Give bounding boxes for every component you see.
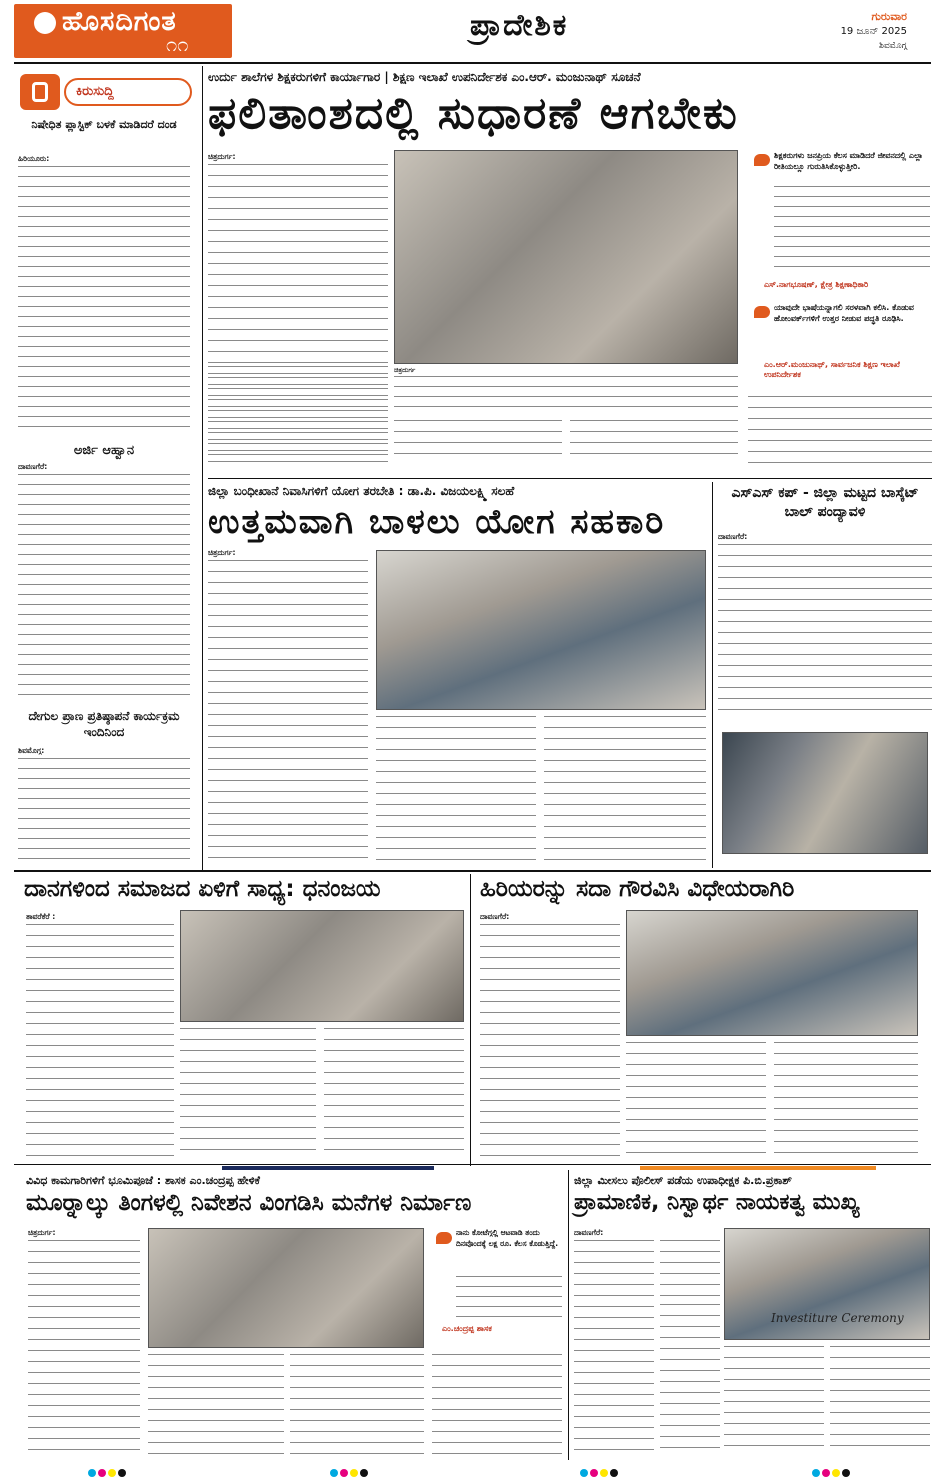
issue-date: 19 ಜೂನ್ 2025 xyxy=(840,26,907,37)
lead-quote-1 xyxy=(748,150,932,298)
housing-dateline: ಚಿತ್ರದುರ್ಗ: xyxy=(28,1228,56,1237)
housing-story xyxy=(14,1174,562,1460)
brief-1-body xyxy=(18,166,190,434)
lead-col-1b xyxy=(208,366,388,464)
police-col-2a xyxy=(660,1240,720,1298)
brief-2-body xyxy=(18,474,190,704)
donation-dateline: ತಾವರೆಕೆರೆ : xyxy=(26,912,56,921)
police-col-2b xyxy=(660,1304,720,1454)
housing-col-4 xyxy=(432,1354,562,1454)
police-photo-banner: Investiture Ceremony xyxy=(771,1311,904,1325)
housing-quote-more xyxy=(456,1276,562,1320)
elders-dateline: ದಾವಣಗೆರೆ: xyxy=(480,912,510,921)
yoga-kicker: ಜಿಲ್ಲಾ ಬಂಧೀಖಾನೆ ನಿವಾಸಿಗಳಿಗೆ ಯೋಗ ತರಬೇತಿ : ಡಾ.ಪಿ. ವಿಜಯಲಕ್ಷ್ಮಿ ಸಲಹೆ xyxy=(208,484,515,498)
lead-col-4 xyxy=(748,396,932,464)
elders-story xyxy=(476,876,932,1166)
brief-3-headline: ದೇಗುಲ ಪ್ರಾಣ ಪ್ರತಿಷ್ಠಾಪನೆ ಕಾರ್ಯಕ್ರಮ ಇಂದಿನಿಂದ xyxy=(28,709,180,740)
brief-3-dateline: ಶಿವಮೊಗ್ಗ: xyxy=(18,746,45,755)
police-dateline: ದಾವಣಗೆರೆ: xyxy=(574,1228,604,1237)
briefs-tag-box xyxy=(64,78,192,106)
yoga-dateline: ಚಿತ್ರದುರ್ಗ: xyxy=(208,548,236,557)
lead-col-2 xyxy=(394,420,562,464)
brief-1-headline: ನಿಷೇಧಿತ ಪ್ಲಾಸ್ಟಿಕ್ ಬಳಕೆ ಮಾಡಿದರೆ ದಂಡ xyxy=(31,118,177,131)
elders-col-2 xyxy=(626,1042,766,1160)
page-number: ೧೧ xyxy=(166,32,189,56)
police-photo xyxy=(724,1228,930,1340)
brief-2-dateline: ದಾವಣಗೆರೆ: xyxy=(18,462,48,471)
yoga-col-2 xyxy=(376,716,536,862)
quote-icon xyxy=(436,1232,452,1244)
donation-photo xyxy=(180,910,464,1022)
rule-1 xyxy=(208,478,932,479)
housing-quote-text: ನಾನು ಕೋಟೆಗ್ಗಲ್ಲಿ ಆಟವಾಡಿ ತಂದು ದಿನವೊಂದಕ್ಕೆ ಲಕ್ಷ ರೂ. ಕೆಲಸ ಕೊಡುತ್ತಿದ್ದೆ. xyxy=(456,1228,559,1248)
police-kicker: ಜಿಲ್ಲಾ ಮೀಸಲು ಪೊಲೀಸ್ ಪಡೆಯ ಉಪಾಧೀಕ್ಷಕ ಪಿ.ಬಿ.ಪ್ರಕಾಶ್ xyxy=(574,1174,792,1187)
sidebar-divider xyxy=(202,66,203,872)
sidebar-briefs xyxy=(14,68,194,868)
lead-kicker: ಉರ್ದು ಶಾಲೆಗಳ ಶಿಕ್ಷಕರುಗಳಿಗೆ ಕಾರ್ಯಾಗಾರ | ಶಿಕ್ಷಣ ಇಲಾಖೆ ಉಪನಿರ್ದೇಶಕ ಎಂ.ಆರ್. ಮಂಜುನಾಥ್ ಸೂಚನೆ xyxy=(208,70,641,84)
housing-quote xyxy=(432,1228,562,1340)
hand-icon xyxy=(20,74,60,110)
lead-quote-1-more xyxy=(774,186,930,272)
brief-1-dateline: ಹಿರಿಯೂರು: xyxy=(18,154,50,163)
rule-3 xyxy=(14,1164,931,1165)
sports-headline: ಎಸ್‌ಎಸ್ ಕಪ್ - ಜಿಲ್ಲಾ ಮಟ್ಟದ ಬಾಸ್ಕೆಟ್ ಬಾಲ್ ಪಂದ್ಯಾವಳಿ xyxy=(731,485,919,520)
brief-3-body xyxy=(18,758,190,866)
print-marks-right xyxy=(812,1462,852,1481)
lead-quote-1-name: ಎಸ್.ನಾಗಭೂಷಣ್, ಕ್ಷೇತ್ರ ಶಿಕ್ಷಣಾಧಿಕಾರಿ xyxy=(764,280,869,289)
donation-col-1 xyxy=(26,924,174,1160)
lead-dateline: ಚಿತ್ರದುರ್ಗ: xyxy=(208,152,236,161)
yoga-headline: ಉತ್ತಮವಾಗಿ ಬಾಳಲು ಯೋಗ ಸಹಕಾರಿ xyxy=(208,502,666,542)
yoga-story xyxy=(208,484,708,868)
lead-quote-2 xyxy=(748,302,932,392)
sports-dateline: ದಾವಣಗೆರೆ: xyxy=(718,532,748,541)
police-col-3 xyxy=(724,1346,824,1454)
sports-photo xyxy=(722,732,928,854)
lead-quote-2-name: ಎಂ.ಆರ್.ಮಂಜುನಾಥ್, ಸಾರ್ವಜನಿಕ ಶಿಕ್ಷಣ ಇಲಾಖೆ ಉಪನಿರ್ದೇಶಕ xyxy=(764,360,900,379)
sports-story xyxy=(718,484,932,868)
yoga-col-3 xyxy=(544,716,706,862)
issue-day: ಗುರುವಾರ xyxy=(871,10,907,23)
elders-photo xyxy=(626,910,918,1036)
print-marks-mid-right xyxy=(580,1462,620,1481)
yoga-photo xyxy=(376,550,706,710)
housing-headline: ಮೂರ್‍ನಾಲ್ಕು ತಿಂಗಳಲ್ಲಿ ನಿವೇಶನ ವಿಂಗಡಿಸಿ ಮನೆಗಳ ನಿರ್ಮಾಣ xyxy=(26,1190,472,1216)
donation-headline: ದಾನಗಳಿಂದ ಸಮಾಜದ ಏಳಿಗೆ ಸಾಧ್ಯ: ಧನಂಜಯ xyxy=(24,876,381,902)
yoga-col-1 xyxy=(208,560,368,862)
section-bar-navy xyxy=(222,1166,434,1170)
lead-photo xyxy=(394,150,738,364)
donation-divider xyxy=(470,874,471,1166)
quote-icon xyxy=(754,154,770,166)
housing-photo xyxy=(148,1228,424,1348)
housing-col-3 xyxy=(290,1354,424,1454)
elders-col-1 xyxy=(480,924,620,1160)
lead-caption-dateline: ಚಿತ್ರದುರ್ಗ xyxy=(394,366,416,374)
housing-kicker: ವಿವಿಧ ಕಾಮಗಾರಿಗಳಿಗೆ ಭೂಮಿಪೂಜೆ : ಶಾಸಕ ಎಂ.ಚಂದ್ರಪ್ಪ ಹೇಳಿಕೆ xyxy=(26,1174,260,1187)
housing-quote-name: ಎಂ.ಚಂದ್ರಪ್ಪ ಶಾಸಕ xyxy=(442,1324,492,1333)
lead-col-3 xyxy=(570,420,738,464)
print-marks-left xyxy=(88,1462,128,1481)
section-bar-orange xyxy=(640,1166,876,1170)
police-headline: ಪ್ರಾಮಾಣಿಕ, ನಿಸ್ವಾರ್ಥ ನಾಯಕತ್ವ ಮುಖ್ಯ xyxy=(574,1190,860,1215)
edition-city: ಶಿವಮೊಗ್ಗ xyxy=(879,41,907,51)
rule-2 xyxy=(14,870,931,872)
lead-headline: ಫಲಿತಾಂಶದಲ್ಲಿ ಸುಧಾರಣೆ ಆಗಬೇಕು xyxy=(208,88,739,139)
logo-emblem-icon xyxy=(34,12,56,34)
lead-story xyxy=(208,66,932,476)
masthead-rule xyxy=(14,62,931,64)
section-title: ಪ್ರಾದೇಶಿಕ xyxy=(470,8,569,43)
police-col-1 xyxy=(574,1240,654,1454)
donation-story xyxy=(14,876,464,1166)
print-marks-mid-left xyxy=(330,1462,370,1481)
sports-body xyxy=(718,544,932,720)
masthead xyxy=(0,0,945,62)
logo xyxy=(14,4,232,58)
police-col-4 xyxy=(830,1346,930,1454)
donation-col-2 xyxy=(180,1028,316,1160)
housing-divider xyxy=(568,1170,569,1460)
logo-text: ಹೊಸದಿಗಂತ xyxy=(62,6,177,37)
police-story xyxy=(574,1174,932,1460)
brief-2-headline: ಅರ್ಜಿ ಆಹ್ವಾನ xyxy=(73,443,135,458)
housing-col-2 xyxy=(148,1354,284,1454)
quote-icon xyxy=(754,306,770,318)
lead-quote-1-text: ಶಿಕ್ಷಕರುಗಳು ಜನಪ್ರಿಯ ಕೆಲಸ ಮಾಡಿದರೆ ಜೀವನದಲ್ಲಿ ಎಲ್ಲಾ ರೀತಿಯಲ್ಲೂ ಗುರುತಿಸಿಕೊಳ್ಳುತ್ತೀರಿ. xyxy=(774,151,923,172)
lead-quote-2-text: ಯಾವುದೇ ಭಾಷೆಯನ್ನಾಗಲಿ ಸರಳವಾಗಿ ಕಲಿಸಿ. ಕೊಡುವ ಹೋಂವರ್ಕ್‌ಗಳಿಗೆ ಉತ್ತರ ನೀಡುವ ಪದ್ಧತಿ ರೂಢಿಸಿ. xyxy=(774,303,914,324)
housing-col-1 xyxy=(28,1240,140,1454)
donation-col-3 xyxy=(324,1028,464,1160)
elders-col-3 xyxy=(774,1042,918,1160)
lead-caption xyxy=(394,376,738,416)
yoga-divider xyxy=(712,482,713,868)
elders-headline: ಹಿರಿಯರನ್ನು ಸದಾ ಗೌರವಿಸಿ ವಿಧೇಯರಾಗಿರಿ xyxy=(480,876,795,902)
briefs-tag: ಕಿರುಸುದ್ದಿ xyxy=(76,84,114,99)
